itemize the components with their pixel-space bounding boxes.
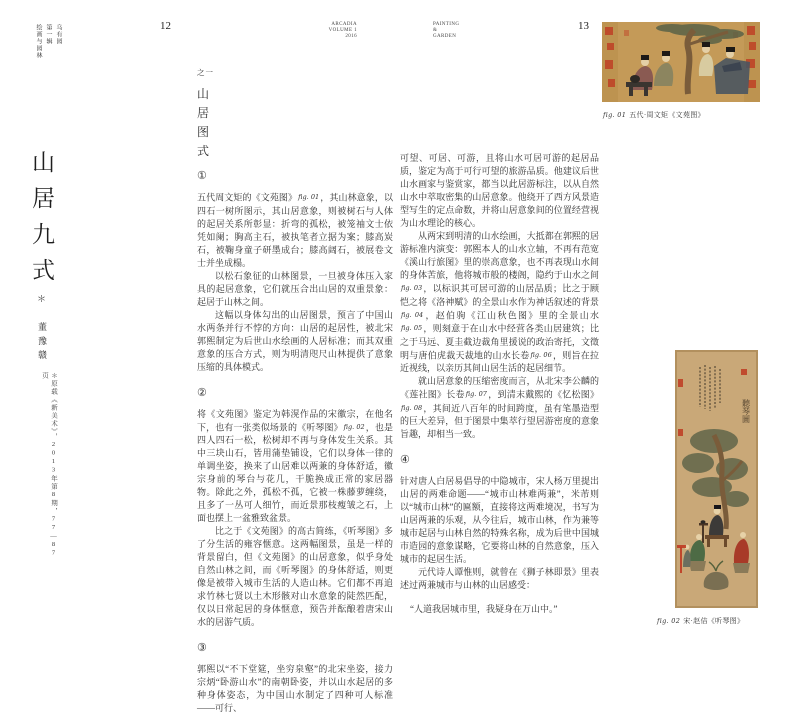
figure-reference: fig. 03: [401, 284, 423, 292]
paragraph-text: 就山居意象的压缩密度而言，从北宋李公麟的《莲社图》长卷: [400, 376, 599, 400]
paragraph-text: ，以标识其可居可游的山居品质；比之于顾恺之将《洛神赋》的全景山水作为神话叙述的背景: [400, 283, 599, 307]
chapter-title: [197, 85, 393, 161]
section-number: ②: [197, 386, 207, 399]
title-footnote-mark: ＊: [36, 294, 46, 303]
article-title-text: 山居九式: [29, 150, 54, 294]
text-column-left: [197, 66, 393, 713]
section-number: ①: [197, 170, 207, 182]
paragraph: [400, 375, 599, 441]
caption-fig-02: [656, 616, 744, 626]
figure-reference: fig. 06: [530, 350, 552, 359]
paragraph-text: 以松石象征的山林图景，一旦被身体压入家具的起居意象，它们就压合出山居的双重景象：起居于山林之间。: [197, 270, 393, 307]
page-number-left: 12: [160, 20, 171, 32]
series-volume: 第一辑: [45, 24, 51, 45]
section-number: ③: [197, 642, 207, 654]
paragraph-text: ，其间近八百年的时间跨度，虽有笔墨造型的巨大差异，但于图景中集萃行望居游密度的意象旨趣，却相当一致。: [400, 403, 599, 439]
series-name: 乌有园: [55, 24, 61, 45]
figure-reference: fig. 05: [401, 324, 423, 332]
paragraph: [197, 191, 393, 270]
section-word-2: &: [433, 27, 438, 33]
paragraph: [400, 566, 599, 592]
paragraph-text: 郭熙以“不下堂筵，坐穷泉壑”的北宋坐姿，接力宗炳“卧游山水”的南朝卧姿，并以山水起居的多种身体姿态，为中国山水制定了四种可人标准——可行、: [197, 664, 393, 713]
article-title-vertical: [25, 150, 58, 303]
paragraph: [197, 663, 393, 715]
paragraph-text: ，到清末戴熙的《忆松图》: [487, 389, 599, 400]
paragraph: [400, 475, 599, 566]
figure-reference: fig. 02: [343, 422, 365, 431]
paragraph-text: 针对唐人白居易倡导的中隐城市，宋人杨万里提出山居的两难命题——“城市山林难两兼”，米芾则以“城市山林”的匾额，直接将这两难境况，书写为山居两兼的乐观，从今往后，城市山林，作为兼等城市起居与山林自然的特殊名称，成为后世中国城市造园的意象谋略，它要将山林的自然意象，压入城市的起居生活。: [400, 476, 599, 564]
figure-reference: fig. 08: [401, 403, 423, 412]
paragraph-text: ，则刻意于在山水中经营各类山居建筑；比之于马远、夏圭截边裁角里援说的政治寄托，文徵明与唐伯虎裁天裁地的山水长卷: [400, 323, 599, 360]
paragraph-text: 将《文苑图》鉴定为韩滉作品的宋徽宗，在他名下，也有一张类似场景的《听琴图》: [197, 408, 393, 432]
paragraph: [400, 230, 599, 375]
figure-reference: fig. 01: [298, 193, 320, 201]
figure-label: fig. 01: [603, 111, 627, 119]
paragraph: [197, 309, 393, 374]
publication-footnote: ＊原载《新美术》，2013年第8期，77—87页: [41, 372, 57, 558]
chapter-title-char: 山: [197, 87, 212, 101]
paragraph-text: 这幅以身体勾出的山居图景，预言了中国山水两条并行不悖的方向：山居的起居性，被北宋郭熙制定为后世山水绘画的人居标准；而其双重意象的压合方式，则为明清咫尺山林提供了意象压缩的具体模式。: [197, 309, 393, 372]
right-column-body: [400, 152, 599, 616]
caption-fig-01: [602, 110, 705, 120]
journal-year: 2016: [345, 33, 357, 39]
left-column-body: [197, 170, 393, 715]
painting-wenyuan-tu: [602, 22, 760, 102]
wenyuan-illustration: [602, 22, 760, 102]
paragraph-text: 元代诗人谭惟则，就曾在《狮子林即景》里表述过两兼城市与山林的山居感受：: [400, 567, 599, 590]
scroll-title-inscription: 聽琴圖: [741, 399, 751, 423]
paragraph-text: ，其山林意象，以四石一树所图示，其山居意象，则被树石与人体的起居关系所彰显：折弯的孤松，被笼袖文士依凭如阑；胸高主石，被执笔者立据为案；膝高炭石，被鞠身童子研墨成台；膝高阔石，被展卷文士并坐成榻。: [197, 192, 393, 268]
author-name: 董豫赣: [37, 322, 47, 364]
figure-caption-text: 五代·周文矩《文苑图》: [629, 111, 705, 119]
rock: [714, 58, 750, 94]
section-running-head: [433, 22, 459, 39]
spine-series-info: [33, 24, 63, 74]
chapter-title-char: 居: [197, 106, 212, 120]
paragraph: [197, 525, 393, 629]
series-subject: 绘画与园林: [35, 24, 41, 59]
paragraph: [197, 270, 393, 309]
paragraph-text: ，赵伯驹《江山秋色图》里的全景山水: [424, 310, 599, 320]
chapter-title-char: 式: [197, 144, 212, 158]
figure-reference: fig. 07: [465, 390, 487, 398]
journal-name: ARCADIA: [331, 22, 357, 27]
paragraph-text: ，则旨在拉近视线，以亲历其间山居生活的起居细节。: [400, 350, 599, 373]
paragraph: [197, 408, 393, 526]
paragraph-text: ，也是四人四石一松，松树却不再与身体发生关系。其中三块山石，皆用蒲垫铺设，它们以身体一律的单调坐姿，换来了山居难以两兼的身体舒适，徽宗身前的琴台与花几，干脆换成正常的家居器物。除此之外，孤松不孤，它被一株藤萝缠绕，且多了一丛可人细竹，而近景那枝瘦皱之石，上面也摆上一盆雅致盆景。: [197, 422, 393, 523]
paragraph: [400, 152, 599, 230]
paragraph-text: 比之于《文苑图》的高古简练，《听琴图》多了分生活的雍容惬意。这两幅图景，虽是一样的背景留白，但《文苑图》的山居意象，似乎身处自然山林之间，而《听琴图》的身体舒适，则更像是被带入城市生活的人造山林。它们都不再追求竹林七贤以土木形骸对山水意象的陡然匹配，仅以日常起居的身体惬意，预告并酝酿着唐宋山水的居游气质。: [197, 526, 393, 627]
figure-reference: fig. 04: [401, 310, 424, 319]
figure-label: fig. 02: [657, 617, 681, 625]
chapter-title-char: 图: [197, 125, 212, 139]
journal-volume: VOLUME 1: [328, 27, 357, 33]
page-number-right: 13: [578, 20, 589, 32]
figure-caption-text: 宋·赵佶《听琴图》: [683, 617, 745, 625]
paragraph-text: 五代周文矩的《文苑图》: [197, 192, 298, 203]
section-number: ④: [400, 454, 410, 466]
journal-running-head: [295, 22, 357, 39]
paragraph-text: 从两宋到明清的山水绘画，大抵都在郭熙的居游标准内演变：郭熙本人的山水立轴，不再有范宽《溪山行旅图》里的崇高意象，也不再表现山水间的身体苦旅，他将城市般的楼阁，隐约于山水之间: [400, 231, 599, 280]
paragraph-text: 可望、可居、可游，且将山水可居可游的起居品质，鉴定为高于可行可望的旅游品质。他建议后世山水画家与鉴赏家，都当以此居游标注，以从自然山水中萃取密集的山居意象。他绕开了西方风景造型写生的定点命数，并将山居意象间的位置经营视为山水理论的核心。: [400, 153, 599, 228]
tingqin-illustration: [676, 351, 757, 607]
text-column-right: [400, 152, 599, 638]
chapter-marker: 之一: [197, 68, 214, 77]
poem-quote: “人道我居城市里，我疑身在万山中。”: [410, 604, 558, 614]
section-word-3: GARDEN: [433, 33, 457, 39]
section-word-1: PAINTING: [433, 22, 460, 27]
painting-tingqin-tu: [676, 351, 757, 607]
